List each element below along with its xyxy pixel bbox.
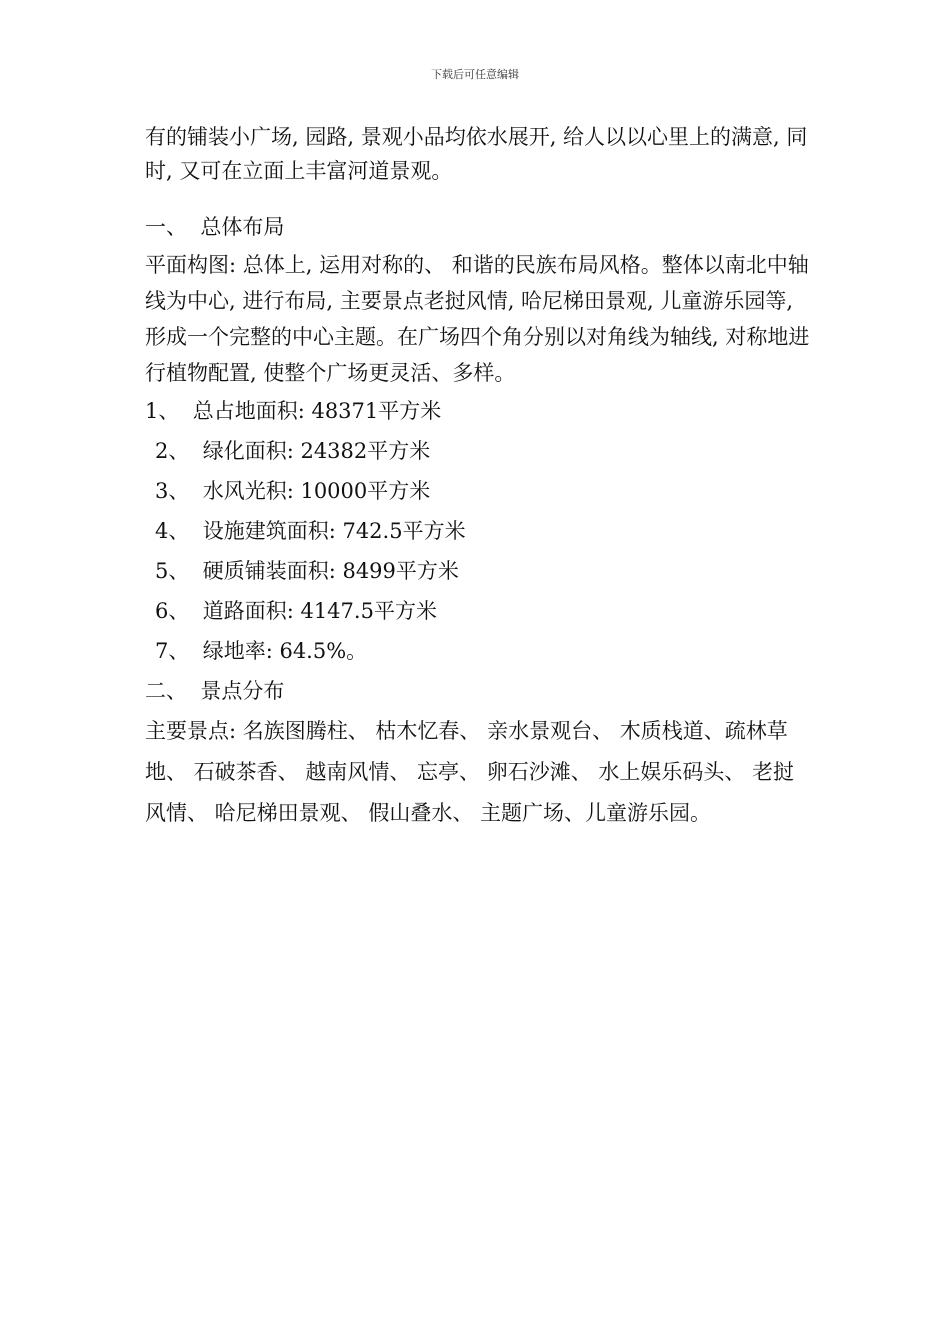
page-header: 下载后可任意编辑: [431, 68, 519, 81]
area-list-item: 2、 绿化面积: 24382平方米: [155, 439, 431, 463]
area-list-item: 7、 绿地率: 64.5%。: [155, 639, 368, 663]
layout-paragraph: 平面构图: 总体上, 运用对称的、 和谐的民族布局风格。整体以南北中轴线为中心, 进行布局, 主要景点老挝风情, 哈尼梯田景观, 儿童游乐园等, 形成一个完整的中心主题。在广场四个角分别以对角线为轴线, 对称地进行植物配置, 使整个广场更灵活、多样。: [145, 253, 810, 385]
paragraph-gap: [145, 188, 815, 207]
area-list-item: 1、 总占地面积: 48371平方米: [145, 399, 442, 423]
intro-paragraph: 有的铺装小广场, 园路, 景观小品均依水展开, 给人以以心里上的满意, 同时, 又可在立面上丰富河道景观。: [145, 125, 808, 183]
document-body: [145, 120, 815, 834]
attractions-paragraph: 主要景点: 名族图腾柱、 枯木忆春、 亲水景观台、 木质栈道、疏林草地、 石破茶香、 越南风情、 忘亭、 卵石沙滩、 水上娱乐码头、 老挝风情、 哈尼梯田景观、 假山叠水、 主题广场、儿童游乐园。: [145, 719, 795, 825]
area-list: [145, 391, 815, 671]
area-list-item: 6、 道路面积: 4147.5平方米: [155, 599, 437, 623]
area-list-item: 3、 水风光积: 10000平方米: [155, 479, 431, 503]
section-heading-attractions: 二、 景点分布: [145, 679, 285, 703]
area-list-item: 4、 设施建筑面积: 742.5平方米: [155, 519, 466, 543]
section-heading-layout: 一、 总体布局: [145, 215, 285, 239]
area-list-item: 5、 硬质铺装面积: 8499平方米: [155, 559, 459, 583]
